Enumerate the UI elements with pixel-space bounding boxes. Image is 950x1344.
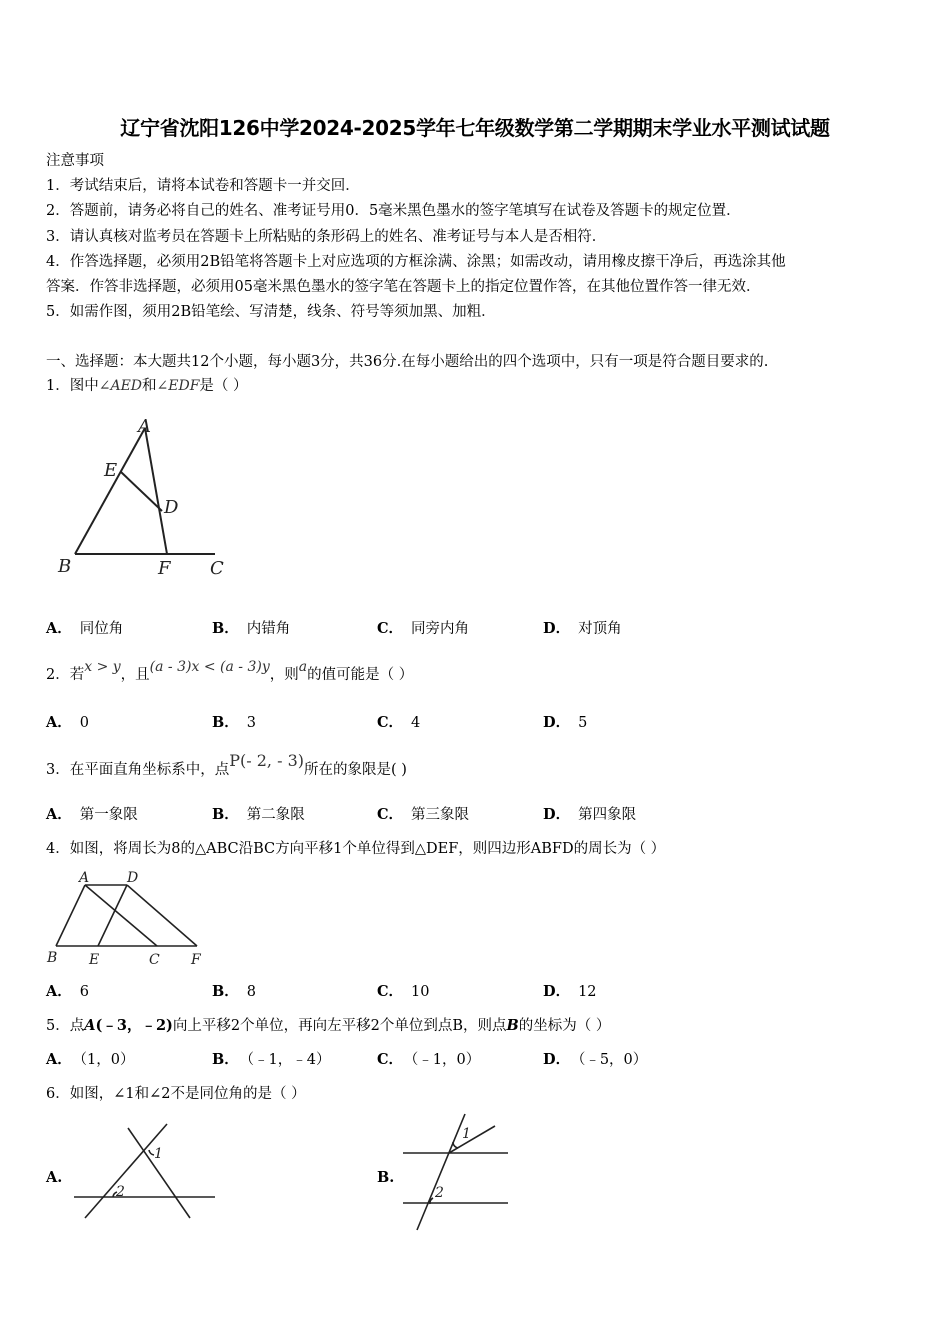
q4-option-d[interactable] <box>543 982 597 1002</box>
q3-option-a-key: A． <box>46 806 72 823</box>
q2-var-a: a <box>298 659 308 675</box>
q3-option-a[interactable] <box>46 805 138 825</box>
question-4: 4．如图，将周长为8的△ABC沿BC方向平移1个单位得到△DEF，则四边形ABFD的周长为（ ） <box>46 841 666 857</box>
q1-figure <box>50 410 250 580</box>
q4-option-a[interactable] <box>46 982 89 1002</box>
notice-item-5: 5．如需作图，须用2B铅笔绘、写清楚，线条、符号等须加黑、加粗． <box>46 304 496 320</box>
q5-option-c[interactable] <box>377 1050 480 1070</box>
q5-option-d-key: D． <box>543 1051 571 1068</box>
q6a-angle-2-label: 2 <box>116 1184 125 1200</box>
q5-coords: (﹣3，﹣2) <box>95 1017 173 1034</box>
q1-option-c[interactable] <box>377 619 469 639</box>
q5-option-b-key: B． <box>212 1051 239 1068</box>
q2-option-b-text: 3 <box>246 715 256 731</box>
q2-option-c-key: C． <box>377 714 404 731</box>
q1-option-c-key: C． <box>377 620 404 637</box>
q6b-angle-2-label: 2 <box>435 1185 444 1201</box>
q1-label-d: D <box>164 497 179 518</box>
q5-tail: 的坐标为（ ） <box>518 1018 611 1034</box>
q2-option-b[interactable] <box>212 713 256 733</box>
q5-option-d-text: （﹣5，0） <box>578 1052 648 1068</box>
q3-tail: 所在的象限是( ) <box>304 762 407 778</box>
notice-item-3: 3．请认真核对监考员在答题卡上所粘贴的条形码上的姓名、准考证号与本人是否相符． <box>46 229 607 245</box>
q2-number: 2．若 <box>46 667 85 683</box>
q2-option-b-key: B． <box>212 714 239 731</box>
q3-number: 3．在平面直角坐标系中，点 <box>46 762 230 778</box>
q6a-line-right <box>128 1128 190 1218</box>
q1-label-f: F <box>158 558 171 579</box>
q3-option-a-text: 第一象限 <box>79 807 138 823</box>
q3-option-c-key: C． <box>377 806 404 823</box>
q4-label-f: F <box>191 952 201 968</box>
question-2 <box>46 659 414 685</box>
q4-segment-ab <box>56 885 85 946</box>
q5-option-d[interactable] <box>543 1050 647 1070</box>
q5-mid: 向上平移2个单位，再向左平移2个单位到点B，则点 <box>172 1018 507 1034</box>
q2-option-d-key: D． <box>543 714 571 731</box>
q6-option-b[interactable]: B. <box>377 1169 395 1186</box>
q3-point: P(- 2, - 3) <box>229 751 304 770</box>
q2-option-a[interactable] <box>46 713 89 733</box>
q6b-angle-1-arc <box>453 1142 458 1148</box>
notice-item-4: 4．作答选择题，必须用2B铅笔将答题卡上对应选项的方框涂满、涂黑；如需改动，请用橡皮擦干净后，再选涂其他 <box>46 254 786 270</box>
q4-option-c[interactable] <box>377 982 430 1002</box>
q4-segment-df <box>127 885 197 946</box>
q4-label-a: A <box>79 870 90 886</box>
q1-angle-aed: ∠AED <box>98 378 143 394</box>
q4-segment-de <box>98 885 127 946</box>
q2-option-d[interactable] <box>543 713 587 733</box>
q4-option-a-text: 6 <box>79 984 89 1000</box>
q6a-angle-1-label: 1 <box>154 1146 163 1162</box>
q5-option-b[interactable] <box>212 1050 330 1070</box>
q6a-line-left <box>85 1124 167 1218</box>
notice-item-4-cont: 答案．作答非选择题，必须用05毫米黑色墨水的签字笔在答题卡上的指定位置作答，在其他位置作答一律无效． <box>46 279 761 295</box>
q1-option-a[interactable] <box>46 619 123 639</box>
q1-option-c-text: 同旁内角 <box>411 621 470 637</box>
q4-label-c: C <box>149 952 160 968</box>
q5-option-c-key: C． <box>377 1051 404 1068</box>
q5-option-c-text: （﹣1，0） <box>411 1052 481 1068</box>
q6-option-a[interactable]: A. <box>46 1169 63 1186</box>
q3-option-c[interactable] <box>377 805 469 825</box>
q3-option-d-key: D． <box>543 806 571 823</box>
q1-option-b-key: B． <box>212 620 239 637</box>
q1-segment-ab <box>75 428 145 554</box>
q6b-transversal <box>417 1114 465 1230</box>
q2-option-c-text: 4 <box>411 715 421 731</box>
q4-option-b-text: 8 <box>246 984 256 1000</box>
q5-option-a[interactable] <box>46 1050 134 1070</box>
q4-option-b[interactable] <box>212 982 256 1002</box>
q2-option-a-key: A． <box>46 714 72 731</box>
q2-tail: 的值可能是（ ） <box>307 667 414 683</box>
q2-cond-2: (a - 3)x < (a - 3)y <box>149 659 270 675</box>
q4-label-b: B <box>47 950 58 966</box>
q2-option-d-text: 5 <box>578 715 588 731</box>
q5-option-b-text: （﹣1，﹣4） <box>246 1052 331 1068</box>
notice-item-2: 2．答题前，请务必将自己的姓名、准考证号用0．5毫米黑色墨水的签字笔填写在试卷及答题卡的规定位置． <box>46 203 741 219</box>
q5-point-a: A <box>84 1017 96 1034</box>
q1-option-b[interactable] <box>212 619 290 639</box>
q4-option-d-text: 12 <box>578 984 597 1000</box>
q1-option-b-text: 内错角 <box>246 621 291 637</box>
q5-option-a-text: （1，0） <box>79 1052 135 1068</box>
q1-label-b: B <box>58 556 72 577</box>
q4-option-b-key: B． <box>212 983 239 1000</box>
q1-option-d-text: 对顶角 <box>578 621 622 637</box>
q1-option-d[interactable] <box>543 619 622 639</box>
q1-option-a-key: A． <box>46 620 72 637</box>
q1-label-a: A <box>138 416 151 437</box>
q1-label-e: E <box>104 460 118 481</box>
question-3 <box>46 751 407 780</box>
q4-segment-ac <box>85 885 157 946</box>
q4-figure <box>45 868 215 968</box>
q6b-ray <box>449 1126 495 1153</box>
q2-cond-1: x > y <box>84 659 121 675</box>
q1-label-c: C <box>210 558 224 579</box>
q5-option-a-key: A． <box>46 1051 72 1068</box>
notice-heading: 注意事项 <box>46 153 104 169</box>
q1-number: 1．图中 <box>46 378 99 394</box>
question-1 <box>46 376 248 396</box>
q2-then: ，则 <box>269 667 299 683</box>
q4-option-c-text: 10 <box>411 984 430 1000</box>
q1-segment-af <box>145 428 167 554</box>
q2-option-c[interactable] <box>377 713 420 733</box>
q1-and: 和 <box>142 378 157 394</box>
q6b-angle-1-label: 1 <box>462 1126 471 1142</box>
q4-label-e: E <box>89 952 100 968</box>
q4-option-a-key: A． <box>46 983 72 1000</box>
question-6: 6．如图，∠1和∠2不是同位角的是（ ） <box>46 1086 306 1102</box>
q3-option-b-key: B． <box>212 806 239 823</box>
q5-point-b: B <box>506 1017 519 1034</box>
q3-option-b-text: 第二象限 <box>246 807 305 823</box>
q1-angle-edf: ∠EDF <box>156 378 200 394</box>
q3-option-d-text: 第四象限 <box>578 807 637 823</box>
section-heading: 一、选择题：本大题共12个小题，每小题3分，共36分.在每小题给出的四个选项中，只有一项是符合题目要求的. <box>46 354 769 370</box>
q4-label-d: D <box>127 870 139 886</box>
q3-option-c-text: 第三象限 <box>411 807 470 823</box>
q6-figure-b <box>400 1110 520 1235</box>
q1-tail: 是（ ） <box>199 378 248 394</box>
q3-option-d[interactable] <box>543 805 636 825</box>
q5-number: 5．点 <box>46 1018 85 1034</box>
q2-and: ，且 <box>120 667 150 683</box>
q1-option-d-key: D． <box>543 620 571 637</box>
page-title: 辽宁省沈阳126中学2024-2025学年七年级数学第二学期期末学业水平测试试题 <box>120 116 830 140</box>
q3-option-b[interactable] <box>212 805 305 825</box>
question-5 <box>46 1016 610 1036</box>
q6-figure-a <box>70 1120 220 1230</box>
q2-option-a-text: 0 <box>79 715 89 731</box>
notice-item-1: 1．考试结束后，请将本试卷和答题卡一并交回． <box>46 178 360 194</box>
q4-option-d-key: D． <box>543 983 571 1000</box>
q4-option-c-key: C． <box>377 983 404 1000</box>
q1-option-a-text: 同位角 <box>79 621 124 637</box>
